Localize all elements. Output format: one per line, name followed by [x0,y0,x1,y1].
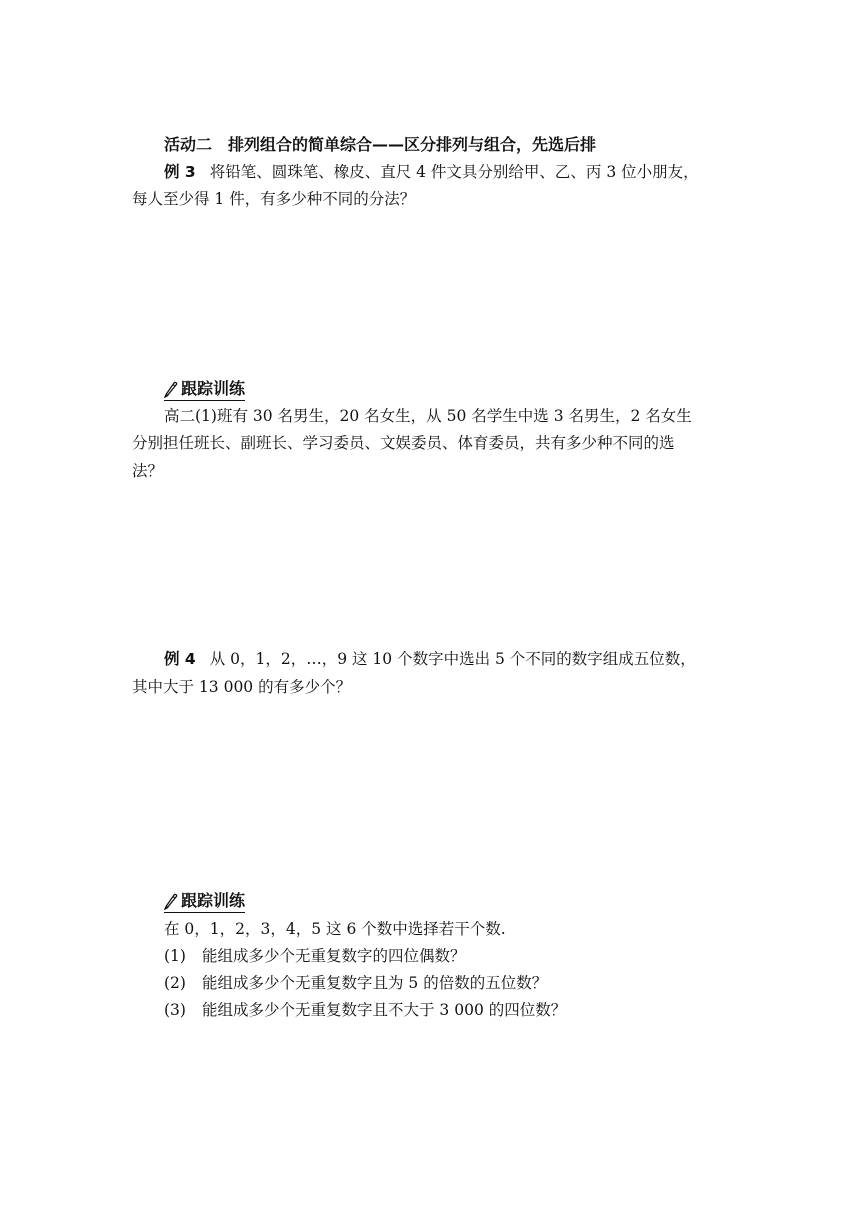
training1-title-text: 跟踪训练 [181,379,246,398]
example4-line2: 其中大于 13 000 的有多少个？ [132,678,352,696]
item-text: 能组成多少个无重复数字且不大于 3 000 的四位数？ [202,1001,567,1019]
training2-title-text: 跟踪训练 [181,891,246,910]
training2-intro: 在 0，1，2，3，4，5 这 6 个数中选择若干个数. [164,920,506,938]
list-item [164,999,566,1021]
item-number: (3) [164,1001,186,1019]
example4-text1: 从 0，1，2，…，9 这 10 个数字中选出 5 个不同的数字组成五位数， [209,650,696,668]
example4-line1 [164,648,764,670]
example3-text1: 将铅笔、圆珠笔、橡皮、直尺 4 件文具分别给甲、乙、丙 3 位小朋友， [209,163,699,181]
activity-heading: 活动二 排列组合的简单综合——区分排列与组合，先选后排 [164,135,597,154]
pencil-icon [164,893,178,910]
example3-line1 [164,161,764,183]
training1-title [164,378,245,401]
training1-line1: 高二(1)班有 30 名男生，20 名女生，从 50 名学生中选 3 名男生，2 名女生 [164,407,692,425]
training1-line2: 分别担任班长、副班长、学习委员、文娱委员、体育委员，共有多少种不同的选 [132,434,675,452]
example3-line2: 每人至少得 1 件，有多少种不同的分法？ [132,190,416,208]
example3-label: 例 3 [164,163,196,181]
item-number: (2) [164,974,186,992]
training2-title [164,890,245,913]
pencil-icon [164,381,178,398]
example4-label: 例 4 [164,650,196,668]
item-number: (1) [164,947,186,965]
training1-line3: 法？ [132,462,164,480]
item-text: 能组成多少个无重复数字且为 5 的倍数的五位数？ [202,974,548,992]
list-item [164,972,547,994]
list-item [164,945,466,967]
item-text: 能组成多少个无重复数字的四位偶数？ [202,947,466,965]
